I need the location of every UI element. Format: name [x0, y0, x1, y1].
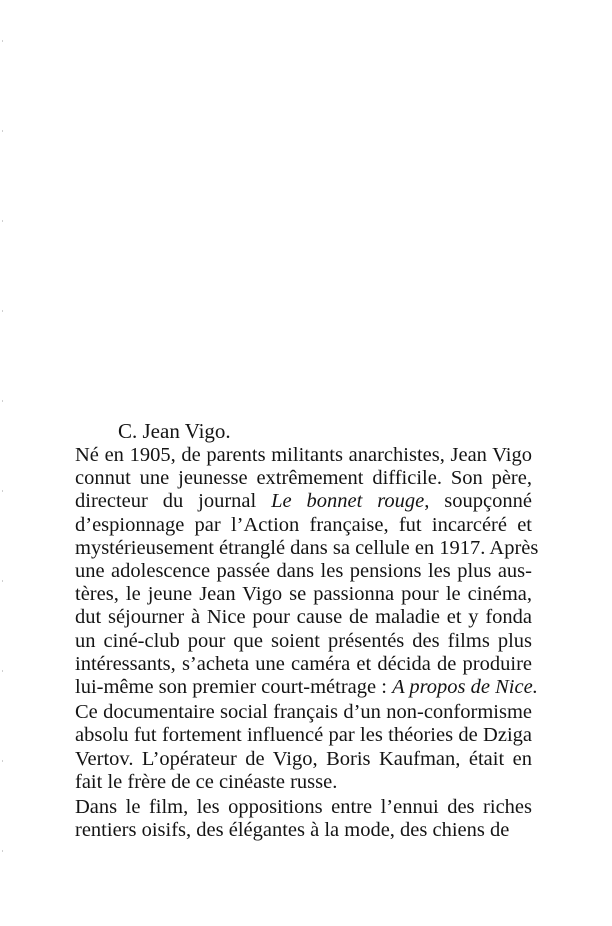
paragraph — [75, 796, 532, 842]
body-text — [75, 444, 539, 842]
text-line — [75, 467, 532, 490]
text-line — [75, 514, 532, 537]
text-run: fait le frère de ce cinéaste russe. — [75, 770, 338, 793]
text-line — [75, 606, 532, 629]
text-run: un ciné-club pour que soient présentés des films plus — [75, 629, 532, 652]
text-run: une adolescence passée dans les pensions les plus aus- — [75, 560, 532, 583]
text-line — [75, 490, 532, 513]
text-line — [75, 444, 532, 467]
text-run: Né en 1905, de parents militants anarchistes, Jean Vigo — [75, 444, 532, 466]
paragraph — [75, 701, 532, 794]
text-line — [75, 701, 532, 724]
text-run: rentiers oisifs, des élégantes à la mode, des chiens de — [75, 819, 510, 842]
text-run: Vertov. L’opérateur de Vigo, Boris Kaufman, était en — [75, 747, 532, 770]
text-run: tères, le jeune Jean Vigo se passionna pour le cinéma, — [75, 583, 532, 606]
text-run: absolu fut fortement influencé par les théories de Dziga — [75, 724, 532, 747]
text-line — [75, 771, 532, 794]
text-line — [75, 819, 532, 842]
text-line — [75, 676, 538, 699]
paragraph — [75, 444, 539, 699]
text-run: connut une jeunesse extrêmement difficile. Son père, — [75, 467, 532, 490]
text-run: dut séjourner à Nice pour cause de maladie et y fonda — [75, 606, 532, 629]
text-line — [75, 796, 532, 819]
text-line — [75, 583, 532, 606]
italic-title: Le bonnet rouge — [271, 490, 425, 513]
text-run: Dans le film, les oppositions entre l’ennui des riches — [75, 796, 532, 819]
text-run: d’espionnage par l’Action française, fut incarcéré et — [75, 513, 532, 536]
text-run: mystérieusement étranglé dans sa cellule en 1917. Après — [75, 536, 539, 559]
text-run: intéressants, s’acheta une caméra et décida de produire — [75, 652, 532, 675]
scan-margin-mark — [2, 40, 3, 900]
text-line — [75, 536, 539, 560]
text-run: , soupçonné — [424, 490, 532, 513]
section-heading: C. Jean Vigo. — [118, 419, 231, 443]
italic-title: A propos de Nice. — [392, 676, 538, 699]
text-run: lui-même son premier court-métrage : — [75, 676, 393, 699]
text-line — [75, 724, 532, 747]
text-line — [75, 560, 532, 583]
text-block — [75, 418, 539, 842]
text-line — [75, 630, 532, 653]
text-run: Ce documentaire social français d’un non-conformisme — [75, 701, 532, 724]
text-line — [75, 748, 532, 771]
text-line — [75, 653, 532, 676]
text-run: directeur du journal — [75, 490, 272, 513]
